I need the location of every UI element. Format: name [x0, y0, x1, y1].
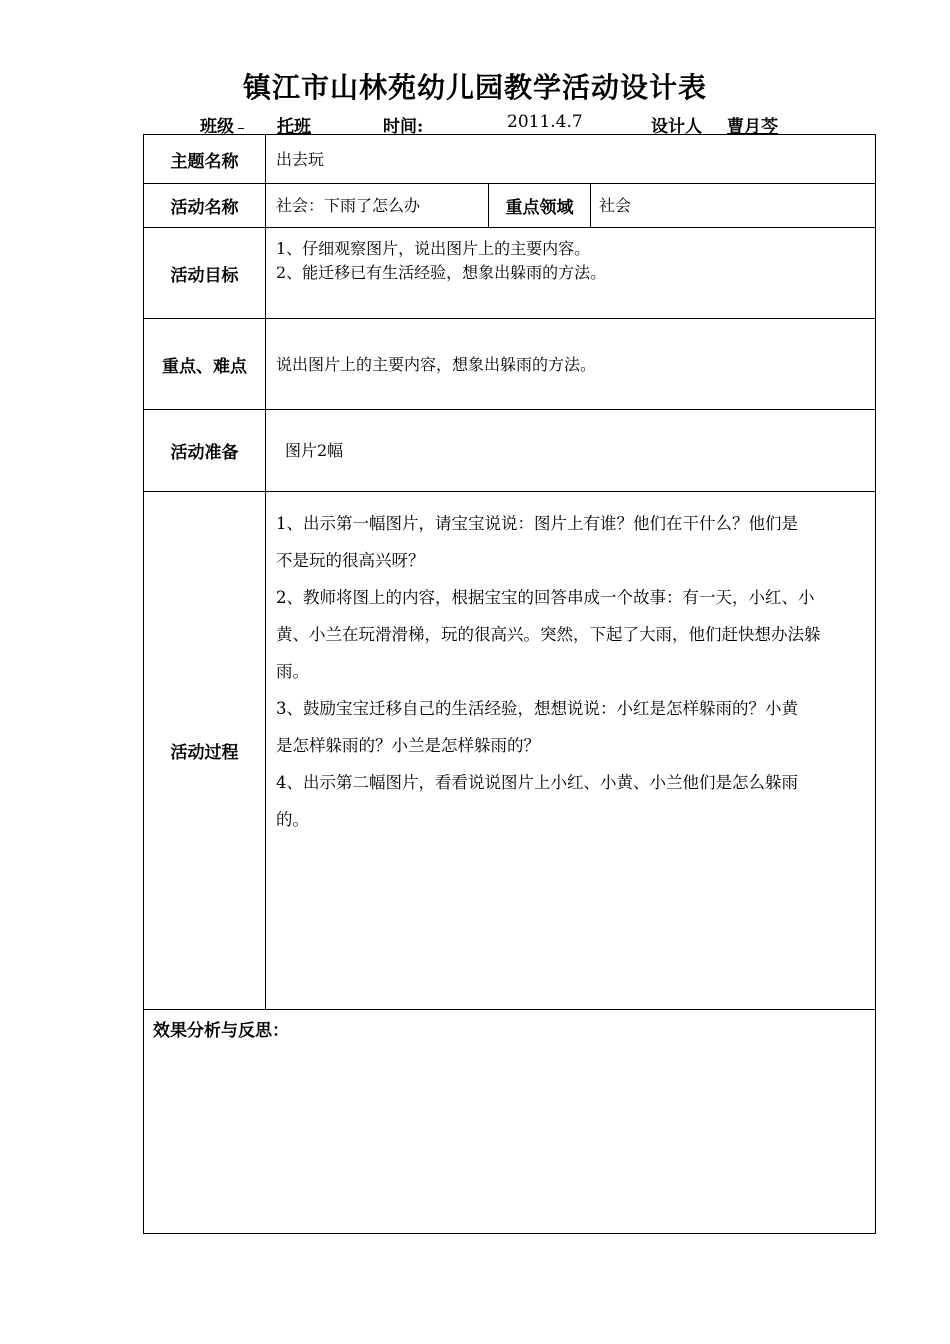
key-points-value: 说出图片上的主要内容，想象出躲雨的方法。 [276, 355, 597, 374]
key-points-label: 重点、难点 [144, 319, 266, 409]
process-line: 的。 [276, 810, 309, 829]
process-label: 活动过程 [144, 492, 266, 1009]
row-preparation [144, 410, 875, 492]
focus-area-value: 社会 [599, 196, 632, 215]
process-line: 4、出示第二幅图片，看看说说图片上小红、小黄、小兰他们是怎么躲雨 [276, 773, 798, 792]
row-process [144, 492, 875, 1010]
row-theme [144, 135, 875, 184]
preparation-value: 图片2幅 [285, 441, 344, 460]
theme-value: 出去玩 [276, 150, 325, 169]
activity-value: 社会：下雨了怎么办 [276, 196, 421, 215]
process-line: 1、出示第一幅图片，请宝宝说说：图片上有谁？他们在干什么？他们是 [276, 514, 798, 533]
page-title: 镇江市山林苑幼儿园教学活动设计表 [242, 71, 707, 104]
activity-label: 活动名称 [144, 184, 266, 227]
row-activity [144, 184, 875, 228]
goals-label: 活动目标 [144, 228, 266, 318]
row-reflection [144, 1010, 875, 1233]
process-line: 雨。 [276, 662, 309, 681]
focus-area-label: 重点领域 [488, 184, 591, 227]
theme-label: 主题名称 [144, 135, 266, 183]
row-key-points [144, 319, 875, 410]
header-meta [143, 112, 876, 137]
designer-label: 设计人 [651, 117, 702, 137]
activity-design-table [143, 134, 876, 1234]
reflection-label: 效果分析与反思： [153, 1021, 289, 1041]
time-value: 2011.4.7 [507, 112, 583, 132]
process-line: 是怎样躲雨的？小兰是怎样躲雨的？ [276, 736, 540, 755]
process-line: 2、教师将图上的内容，根据宝宝的回答串成一个故事：有一天，小红、小 [276, 588, 815, 607]
class-label: 班级 [200, 117, 234, 137]
process-line: 黄、小兰在玩滑滑梯，玩的很高兴。突然，下起了大雨，他们赶快想办法躲 [276, 625, 821, 644]
process-line: 不是玩的很高兴呀？ [276, 551, 425, 570]
designer-value: 曹月芩 [727, 117, 778, 137]
process-text [276, 505, 872, 838]
class-value: 托班 [277, 117, 311, 137]
time-label: 时间: [383, 117, 424, 137]
goal-line: 1、仔细观察图片，说出图片上的主要内容。 [276, 239, 591, 258]
preparation-label: 活动准备 [144, 410, 266, 491]
process-line: 3、鼓励宝宝迁移自己的生活经验，想想说说：小红是怎样躲雨的？小黄 [276, 699, 798, 718]
goal-line: 2、能迁移已有生活经验，想象出躲雨的方法。 [276, 263, 607, 282]
class-label-underline [238, 112, 278, 132]
row-goals [144, 228, 875, 319]
goals-text [276, 237, 606, 285]
